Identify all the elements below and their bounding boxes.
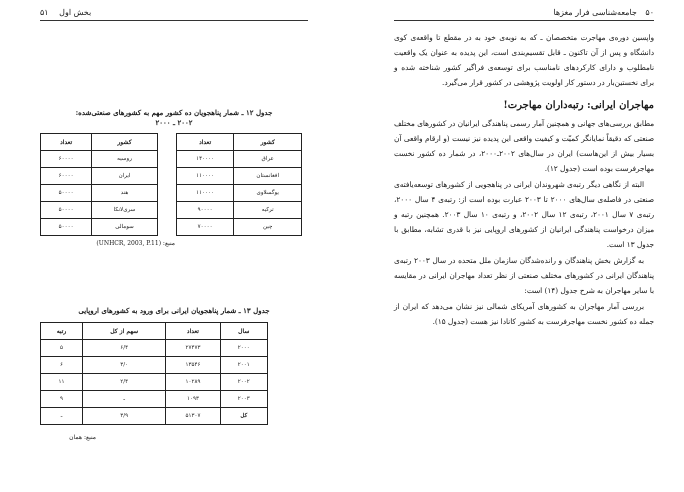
table-cell: ۲۰۰۰ (220, 340, 267, 357)
table12-gap (157, 219, 176, 236)
table-row (41, 185, 302, 202)
right-running-header (500, 8, 654, 17)
table13-header: سهم از کل (83, 323, 166, 340)
right-book-title: جامعه‌شناسی فرار مغزها (553, 8, 637, 17)
paragraph-3: البته از نگاهی دیگر رتبه‌ی شهروندان ایرانی در پناهجویی از کشورهای توسعه‌یافته‌ی صنعتی در فاصله‌ی سال‌های ۲۰۰۰ تا ۲۰۰۳ عبارت بوده است از: رتبه‌ی ۴ سال ۲۰۰۰، رتبه‌ی ۷ سال ۲۰۰۱، رتبه‌ی ۱۲ سال ۲۰۰۲، و رتبه‌ی ۱۰ سال ۲۰۰۳. همچنین رتبه و میزان درخواست پناهندگی ایرانیان از کشورهای اروپایی نیز با قدری تشابه، مطابق با جدول ۱۳ است. (394, 180, 655, 249)
table12-gap (157, 202, 176, 219)
table12-header: کشور (234, 134, 302, 151)
table-row (41, 168, 302, 185)
table-cell: ۱۰۹۳ (166, 391, 220, 408)
table-cell: ۶ (41, 357, 83, 374)
table-cell: ـ (41, 408, 83, 425)
table12-caption-line1: جدول ۱۲ ـ شمار پناهجویان ده کشور مهم به کشورهای صنعتی‌شده: (75, 108, 273, 117)
paragraph-4: به گزارش بخش پناهندگان و رانده‌شدگان سازمان ملل متحده در سال ۲۰۰۳ رتبه‌ی پناهندگان ایرانی در کشورهای مختلف صنعتی از نظر تعداد مهاجران ایرانی در مقایسه با سایر مهاجران به شرح جدول (۱۴) است: (394, 256, 654, 295)
table-cell: ۳/۹ (83, 408, 166, 425)
table12-header: تعداد (176, 134, 234, 151)
table-cell: ۵۰۰۰۰ (41, 185, 92, 202)
paragraph-5: بررسی آمار مهاجران به کشورهای آمریکای شمالی نیز نشان می‌دهد که ایران از جمله ده کشور نخست مهاجرفرست به کشور کانادا نیز هست (جدول ۱۵). (394, 302, 654, 326)
table12-gap (157, 168, 176, 185)
table-row (41, 202, 302, 219)
table12-header-row (41, 134, 302, 151)
table-cell: ۶۰۰۰۰ (41, 151, 92, 168)
left-page-number: ۵۱ (40, 8, 49, 17)
table-cell: ۵۰۰۰۰ (41, 202, 92, 219)
table12-gap (157, 151, 176, 168)
table13-source: منبع: همان (69, 434, 96, 441)
left-section-title: بخش اول (59, 8, 92, 17)
table12-caption-line2: ۲۰۰۲ ـ ۲۰۰۰ (155, 118, 193, 127)
table-cell: ۵۰۰۰۰ (41, 219, 92, 236)
table-cell: ۶۰۰۰۰ (41, 168, 92, 185)
table-cell: ـ (83, 391, 166, 408)
table-cell: سری‌لانکا (92, 202, 157, 219)
table-row (41, 219, 302, 236)
table-cell: ۱۱۰۰۰۰ (176, 168, 234, 185)
table-row (41, 340, 268, 357)
table12-header: تعداد (41, 134, 92, 151)
table13 (40, 322, 268, 425)
table-cell: ۱۱۰۰۰۰ (176, 185, 234, 202)
table-row (41, 374, 268, 391)
table12-caption (40, 108, 308, 128)
table-cell: ۲۰۰۲ (220, 374, 267, 391)
table-row (41, 391, 268, 408)
table13-header: رتبه (41, 323, 83, 340)
table-cell: یوگسلاوی (234, 185, 302, 202)
table-cell: ترکیه (234, 202, 302, 219)
table12-header: کشور (92, 134, 157, 151)
table-cell: ۵ (41, 340, 83, 357)
table12-source: منبع: (UNHCR, 2003, P.11) (96, 240, 175, 247)
right-page-number: ۵۰ (645, 8, 654, 17)
paragraph-2: مطابق بررسی‌های جهانی و همچنین آمار رسمی پناهندگی ایرانیان در کشورهای مختلف صنعتی که دقیقاً نمایانگر کمیّت و کیفیت واقعی این پدیده نیز نیست (و ارقام واقعی آن بسیار بیش از این‌هاست) ایران در سال‌های ۲۰۰۲ـ۲۰۰۰، در شمار ده کشور نخست مهاجرفرست بوده است (جدول ۱۲). (394, 119, 654, 173)
table-cell: ۱۱ (41, 374, 83, 391)
table-cell: ۱۰۲۸۹ (166, 374, 220, 391)
right-header-rule (394, 20, 654, 21)
table-cell: چین (234, 219, 302, 236)
table-cell: افغانستان (234, 168, 302, 185)
table-cell: ۱۳۵۴۶ (166, 357, 220, 374)
table-row (41, 357, 268, 374)
table-row (41, 151, 302, 168)
table-cell: ۲۷۴۷۳ (166, 340, 220, 357)
table-cell: ۲۰۰۱ (220, 357, 267, 374)
right-page-body (394, 30, 654, 330)
table-cell: ۵۱۳۰۷ (166, 408, 220, 425)
table-cell: کل (220, 408, 267, 425)
table13-caption: جدول ۱۳ ـ شمار پناهجویان ایرانی برای ورود به کشورهای اروپایی (78, 306, 270, 315)
table-cell: ۶/۴ (83, 340, 166, 357)
table-cell: عراق (234, 151, 302, 168)
table13-total-row (41, 408, 268, 425)
left-running-header (40, 8, 180, 17)
table-cell: ۱۴۰۰۰۰ (176, 151, 234, 168)
table-cell: ۲/۴ (83, 374, 166, 391)
table13-header-row (41, 323, 268, 340)
table-cell: ۲۰۰۳ (220, 391, 267, 408)
table-cell: ۹۰۰۰۰ (176, 202, 234, 219)
table13-header: سال (220, 323, 267, 340)
paragraph-1: واپسین دوره‌ی مهاجرت متخصصان ـ که به نوبه‌ی خود به در مقطع تا واقعه‌ی کوی دانشگاه و پس از آن تاکنون ـ قابل تقسیم‌بندی است، این پدیده به عنوان یک واقعیت نامطلوب و دارای کارکردهای نامناسب برای توسعه‌ی فراگیر کشور شناخته شده و برای نخستین‌بار در دستور کار اولویت پژوهشی در کشور قرار می‌گیرد. (394, 33, 654, 87)
table-cell: ایران (92, 168, 157, 185)
table12-gap (157, 134, 176, 151)
left-header-rule (40, 20, 308, 21)
table-cell: سومالی (92, 219, 157, 236)
table-cell: هند (92, 185, 157, 202)
table13-header: تعداد (166, 323, 220, 340)
table-cell: ۹ (41, 391, 83, 408)
table-cell: ۷۰۰۰۰ (176, 219, 234, 236)
table12 (40, 133, 302, 236)
table-cell: روسیه (92, 151, 157, 168)
table12-gap (157, 185, 176, 202)
section-heading: مهاجران ایرانی: رتبه‌داران مهاجرت! (503, 100, 654, 111)
table-cell: ۳/۰ (83, 357, 166, 374)
